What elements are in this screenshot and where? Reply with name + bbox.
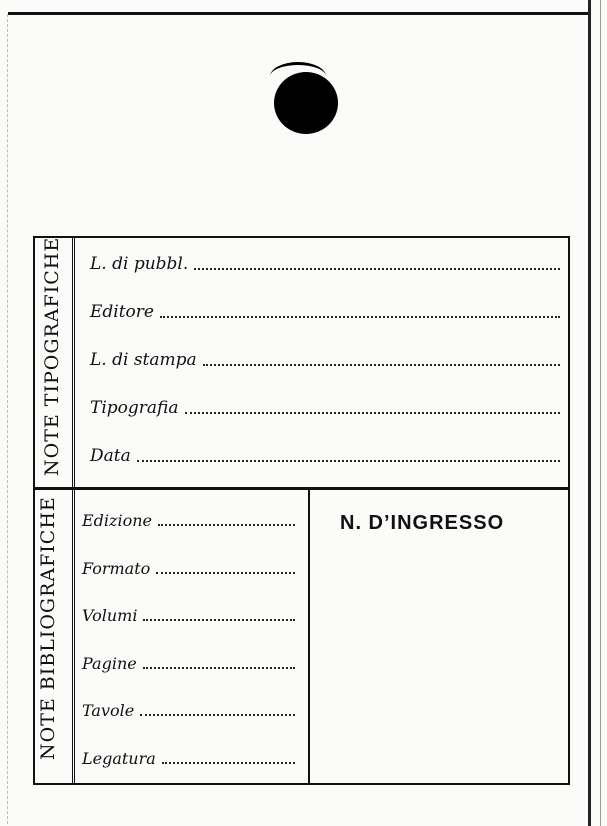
field-line[interactable] <box>162 761 295 764</box>
field-luogo-stampa[interactable] <box>90 350 560 370</box>
field-line[interactable] <box>140 713 295 716</box>
field-label: Legatura <box>82 749 156 768</box>
field-edizione[interactable] <box>82 511 295 530</box>
field-line[interactable] <box>194 267 560 270</box>
field-label: L. di pubbl. <box>90 254 189 274</box>
side-label-bibliografiche: NOTE BIBLIOGRAFICHE <box>37 496 59 760</box>
field-pagine[interactable] <box>82 654 295 673</box>
side-rule-bottom <box>72 490 75 783</box>
numero-ingresso-label: N. D’INGRESSO <box>340 512 505 534</box>
field-line[interactable] <box>137 459 560 462</box>
card-right-edge <box>588 0 591 826</box>
field-line[interactable] <box>143 618 295 621</box>
section-divider <box>33 487 570 490</box>
field-line[interactable] <box>158 523 295 526</box>
field-tipografia[interactable] <box>90 398 560 418</box>
field-label: Editore <box>90 302 154 322</box>
field-formato[interactable] <box>82 559 295 578</box>
field-line[interactable] <box>185 411 560 414</box>
field-label: Formato <box>82 559 151 578</box>
field-line[interactable] <box>156 571 295 574</box>
card-left-edge <box>7 14 9 824</box>
field-volumi[interactable] <box>82 606 295 625</box>
field-label: Tavole <box>82 701 135 720</box>
side-rule-top <box>72 238 75 487</box>
field-luogo-pubblicazione[interactable] <box>90 254 560 274</box>
field-label: Tipografia <box>90 398 179 418</box>
field-label: L. di stampa <box>90 350 197 370</box>
field-tavole[interactable] <box>82 701 295 720</box>
punch-hole <box>274 72 338 134</box>
field-editore[interactable] <box>90 302 560 322</box>
field-label: Edizione <box>82 511 152 530</box>
field-legatura[interactable] <box>82 749 295 768</box>
field-line[interactable] <box>203 363 560 366</box>
field-label: Pagine <box>82 654 137 673</box>
field-line[interactable] <box>160 315 560 318</box>
ingresso-divider <box>308 490 310 783</box>
card-right-edge-shadow <box>600 0 601 826</box>
side-label-tipografiche: NOTE TIPOGRAFICHE <box>41 236 63 476</box>
field-data[interactable] <box>90 446 560 466</box>
field-line[interactable] <box>143 666 295 669</box>
card-top-edge <box>8 12 590 15</box>
field-label: Data <box>90 446 131 466</box>
field-label: Volumi <box>82 606 138 625</box>
